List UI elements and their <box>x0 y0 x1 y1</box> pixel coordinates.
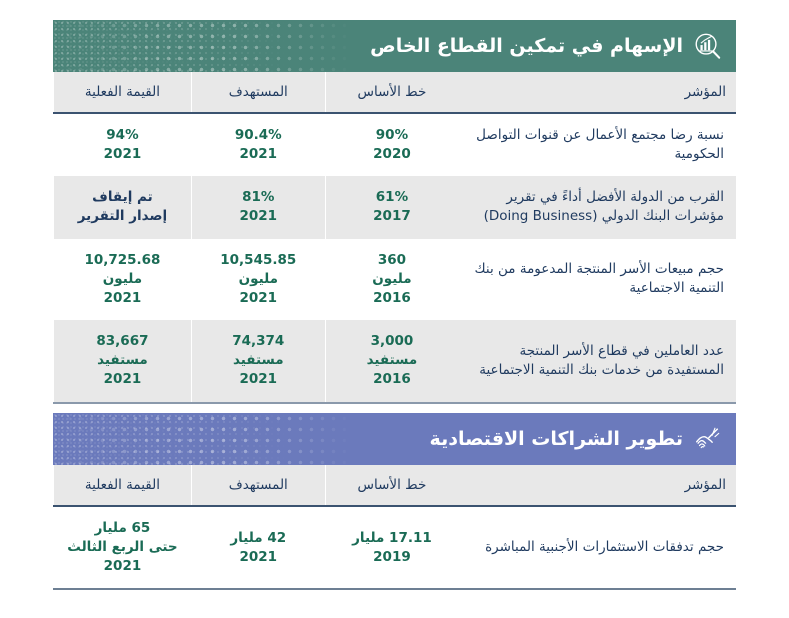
value-year: 2021 <box>239 289 278 306</box>
value-year: 2021 <box>103 146 142 163</box>
value-main: 94% <box>106 127 139 143</box>
column-header-indicator: المؤشر <box>458 72 736 113</box>
halftone-dot-pattern <box>53 20 353 72</box>
cell-indicator: نسبة رضا مجتمع الأعمال عن قنوات التواصل الحكومية <box>458 113 736 176</box>
section-title: تطوير الشراكات الاقتصادية <box>429 427 683 450</box>
column-header-actual: القيمة الفعلية <box>54 72 192 113</box>
table-row <box>54 176 737 238</box>
value-main: 83,667 <box>96 333 149 350</box>
value-sub: إصدار التقرير <box>77 208 168 225</box>
section-private-sector-enablement <box>53 20 736 404</box>
cell-target <box>191 320 325 401</box>
value-main: 17.11 مليار <box>352 529 432 546</box>
section-banner <box>53 20 736 72</box>
value-sub: مليون <box>372 270 412 287</box>
cell-baseline <box>325 113 458 176</box>
section-banner <box>53 413 736 465</box>
table-row <box>54 239 737 320</box>
value-main: 10,725.68 <box>84 251 161 268</box>
value-sub: مستفيد <box>366 352 418 369</box>
cell-target <box>191 239 325 320</box>
cell-baseline <box>325 320 458 401</box>
value-sub: حتى الربع الثالث <box>67 539 178 556</box>
cell-target <box>191 506 325 588</box>
table-row <box>54 113 737 176</box>
kpi-table <box>53 465 736 588</box>
value-year: 2016 <box>373 371 411 388</box>
value-main: تم إيقاف <box>92 189 153 206</box>
value-year: 2016 <box>373 289 411 306</box>
column-header-actual: القيمة الفعلية <box>54 465 192 506</box>
value-main: 65 مليار <box>94 520 151 536</box>
value-main: 81% <box>242 189 275 206</box>
magnifier-bar-chart-icon <box>692 31 722 61</box>
cell-indicator: حجم تدفقات الاستثمارات الأجنبية المباشرة <box>458 506 736 588</box>
table-row <box>54 320 737 401</box>
value-year: 2021 <box>103 558 142 575</box>
column-header-baseline: خط الأساس <box>325 465 458 506</box>
cell-target <box>191 176 325 238</box>
value-main: 3,000 <box>370 333 414 350</box>
cell-actual <box>54 176 192 238</box>
value-sub: مليون <box>102 270 143 287</box>
value-year: 2021 <box>103 289 142 306</box>
cell-baseline <box>325 176 458 238</box>
value-main: 74,374 <box>232 333 285 350</box>
value-year: 2021 <box>103 371 142 388</box>
value-year: 2019 <box>373 548 411 565</box>
handshake-icon <box>692 424 722 454</box>
value-sub: مستفيد <box>97 352 148 369</box>
cell-baseline <box>325 506 458 588</box>
value-main: 61% <box>375 189 409 206</box>
value-year: 2021 <box>239 146 278 163</box>
value-main: 90% <box>375 127 409 143</box>
cell-baseline <box>325 239 458 320</box>
kpi-table <box>53 72 736 402</box>
value-sub: مستفيد <box>232 352 284 369</box>
column-header-indicator: المؤشر <box>458 465 736 506</box>
table-bottom-rule <box>53 588 736 590</box>
section-title: الإسهام في تمكين القطاع الخاص <box>370 34 683 57</box>
table-row <box>54 506 737 588</box>
column-header-target: المستهدف <box>191 465 325 506</box>
column-header-baseline: خط الأساس <box>325 72 458 113</box>
cell-indicator: عدد العاملين في قطاع الأسر المنتجة المستفيدة من خدمات بنك التنمية الاجتماعية <box>458 320 736 401</box>
table-header-row <box>54 72 737 113</box>
value-main: 42 مليار <box>230 529 287 546</box>
value-year: 2021 <box>239 208 278 225</box>
cell-actual <box>54 506 192 588</box>
table-header-row <box>54 465 737 506</box>
section-economic-partnerships <box>53 413 736 590</box>
value-year: 2020 <box>373 146 411 163</box>
value-main: 360 <box>377 251 407 268</box>
value-main: 10,545.85 <box>220 251 297 268</box>
value-sub: مليون <box>238 270 278 287</box>
cell-actual <box>54 239 192 320</box>
cell-target <box>191 113 325 176</box>
column-header-target: المستهدف <box>191 72 325 113</box>
cell-indicator: القرب من الدولة الأفضل أداءً في تقرير مؤشرات البنك الدولي (Doing Business) <box>458 176 736 238</box>
halftone-dot-pattern <box>53 413 353 465</box>
cell-actual <box>54 320 192 401</box>
value-year: 2021 <box>239 548 278 565</box>
cell-actual <box>54 113 192 176</box>
value-year: 2017 <box>373 208 411 225</box>
table-bottom-rule <box>53 402 736 404</box>
value-year: 2021 <box>239 371 278 388</box>
value-main: 90.4% <box>234 127 282 143</box>
cell-indicator: حجم مبيعات الأسر المنتجة المدعومة من بنك التنمية الاجتماعية <box>458 239 736 320</box>
